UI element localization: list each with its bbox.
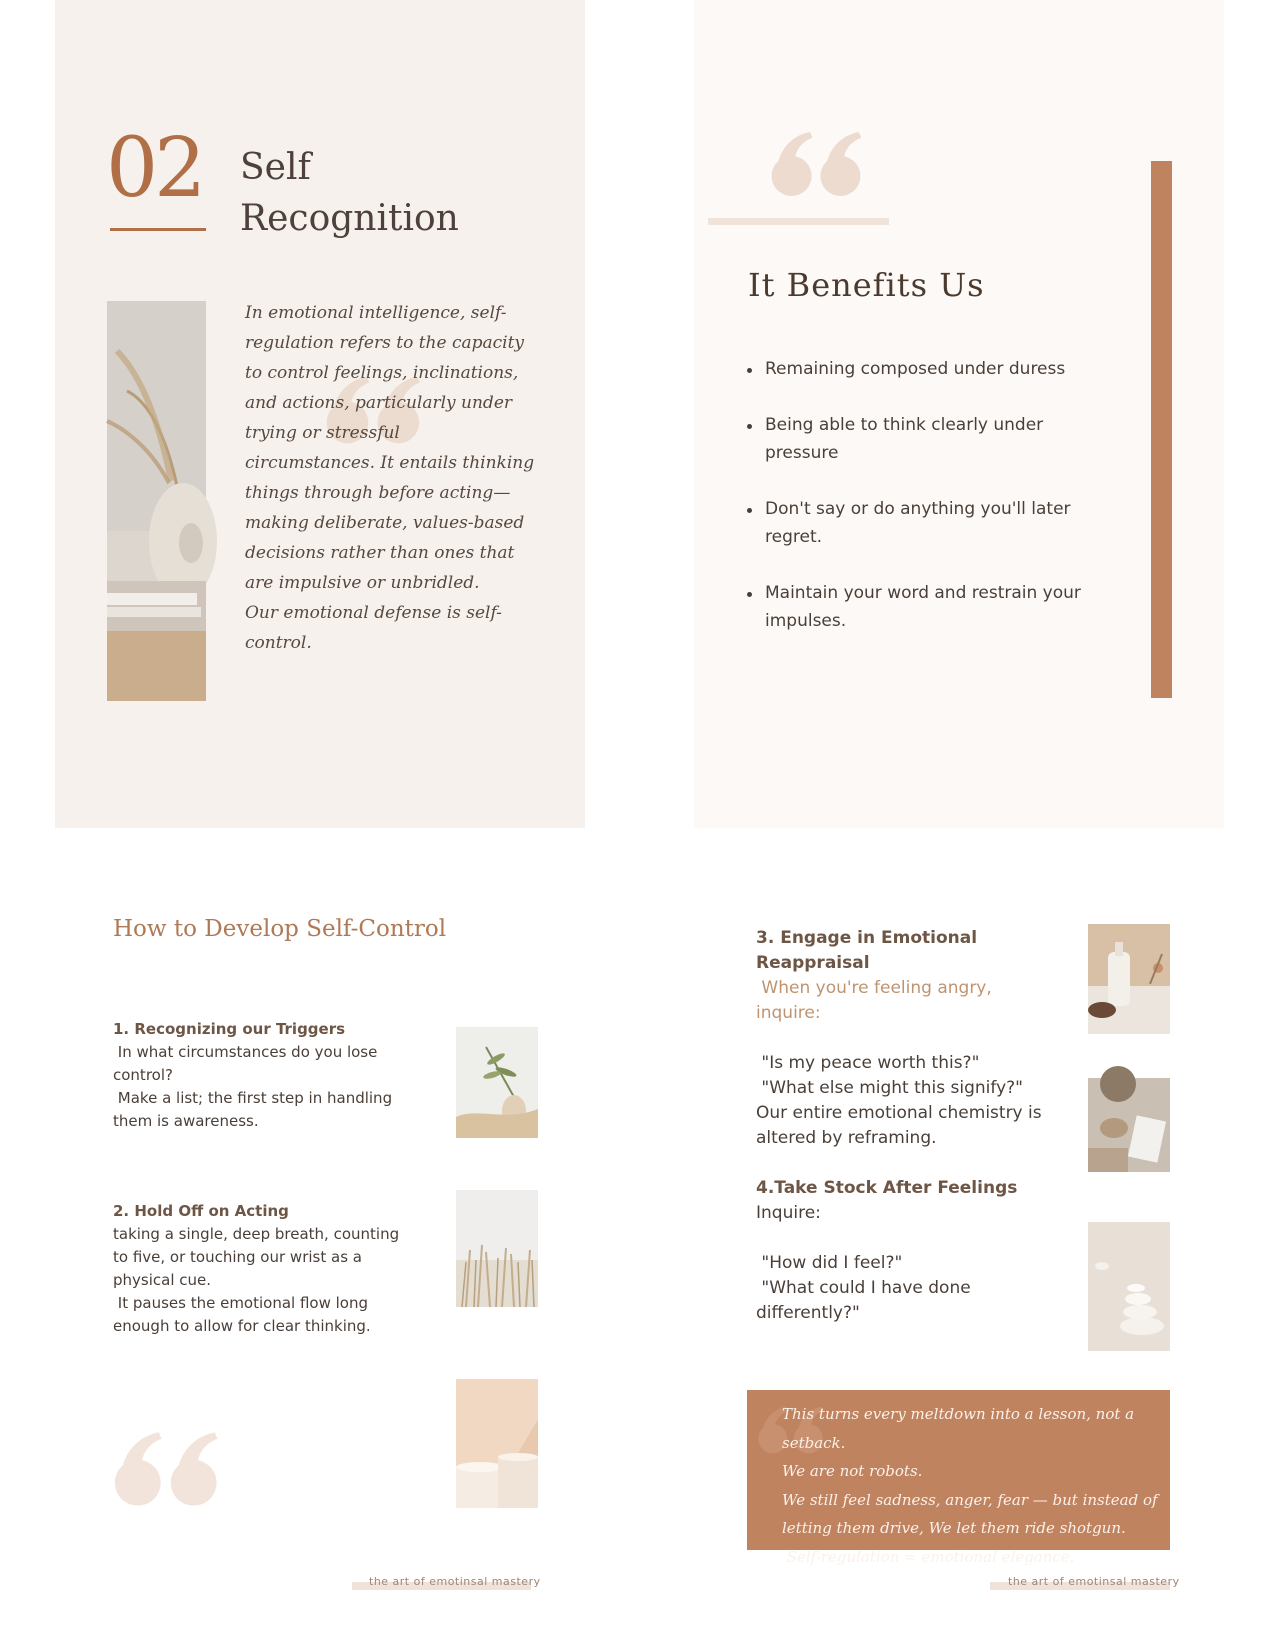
tip-recognizing-triggers xyxy=(113,1018,413,1133)
tips-3-and-4 xyxy=(756,926,1046,1326)
benefits-title xyxy=(748,266,985,304)
quote-underline-bar xyxy=(708,218,889,225)
section-title-line1: Self xyxy=(240,147,311,188)
tip-heading: 3. Engage in Emotional Reappraisal xyxy=(756,928,978,973)
callout-box xyxy=(747,1390,1170,1566)
section-title-line2: Recognition xyxy=(240,198,459,239)
tip-hold-off-acting xyxy=(113,1200,413,1338)
section-title xyxy=(240,142,459,244)
tip-body: "Is my peace worth this?" "What else might this signify?" Our entire emotional chemistry is altered by reframing. xyxy=(756,1053,1042,1148)
stacked-pebbles-photo xyxy=(1088,1222,1170,1351)
quote-mark-icon xyxy=(113,1430,223,1508)
tip-body: Inquire: "How did I feel?" "What could I have done differently?" xyxy=(756,1203,971,1323)
benefits-list xyxy=(745,355,1115,663)
section-number: 02 xyxy=(106,121,203,216)
tip-heading: 2. Hold Off on Acting xyxy=(113,1202,289,1220)
callout-text: This turns every meltdown into a lesson, not a setback. We are not robots. We still feel sadness, anger, fear — but instead of letting them drive, We let them ride shotgun. Self-regulation = emotional elegance. xyxy=(782,1405,1158,1566)
dry-grass-photo xyxy=(456,1190,538,1307)
benefits-title-main: Benefits Us xyxy=(786,266,985,304)
benefits-title-prefix: It xyxy=(748,266,776,304)
tip-body: taking a single, deep breath, counting to five, or touching our wrist as a physical cue. It pauses the emotional flow long enough to allow for clear thinking. xyxy=(113,1225,400,1335)
tip-heading: 4.Take Stock After Feelings xyxy=(756,1178,1018,1198)
benefit-item: Remaining composed under duress xyxy=(745,355,1115,383)
benefit-item: Being able to think clearly under pressure xyxy=(745,411,1115,467)
podium-shadow-photo xyxy=(456,1379,538,1508)
tip-prompt: When you're feeling angry, inquire: xyxy=(756,978,998,1023)
card-stone-photo xyxy=(1088,1078,1170,1172)
pampas-vase-photo xyxy=(107,301,206,701)
section-number-underline xyxy=(110,228,206,231)
intro-text: In emotional intelligence, self-regulation refers to the capacity to control feelings, inclinations, and actions, particularly under trying or stressful circumstances. It entails thinking things through before acting—making deliberate, values-based decisions rather than ones that are impulsive or unbridled. xyxy=(245,303,535,593)
plant-vase-photo xyxy=(456,1027,538,1138)
bottle-flowers-photo xyxy=(1088,924,1170,1034)
intro-paragraph xyxy=(245,298,535,658)
tip-heading: 1. Recognizing our Triggers xyxy=(113,1020,346,1038)
quote-mark-icon xyxy=(770,128,866,200)
accent-bar xyxy=(1151,161,1172,698)
intro-closing: Our emotional defense is self-control. xyxy=(245,603,502,653)
benefit-item: Don't say or do anything you'll later regret. xyxy=(745,495,1115,551)
footer-text: the art of emotinsal mastery xyxy=(1008,1575,1180,1588)
howto-title: How to Develop Self-Control xyxy=(113,916,447,942)
tip-body: In what circumstances do you lose control? Make a list; the first step in handling them is awareness. xyxy=(113,1043,393,1130)
footer-text: the art of emotinsal mastery xyxy=(369,1575,541,1588)
benefit-item: Maintain your word and restrain your impulses. xyxy=(745,579,1115,635)
